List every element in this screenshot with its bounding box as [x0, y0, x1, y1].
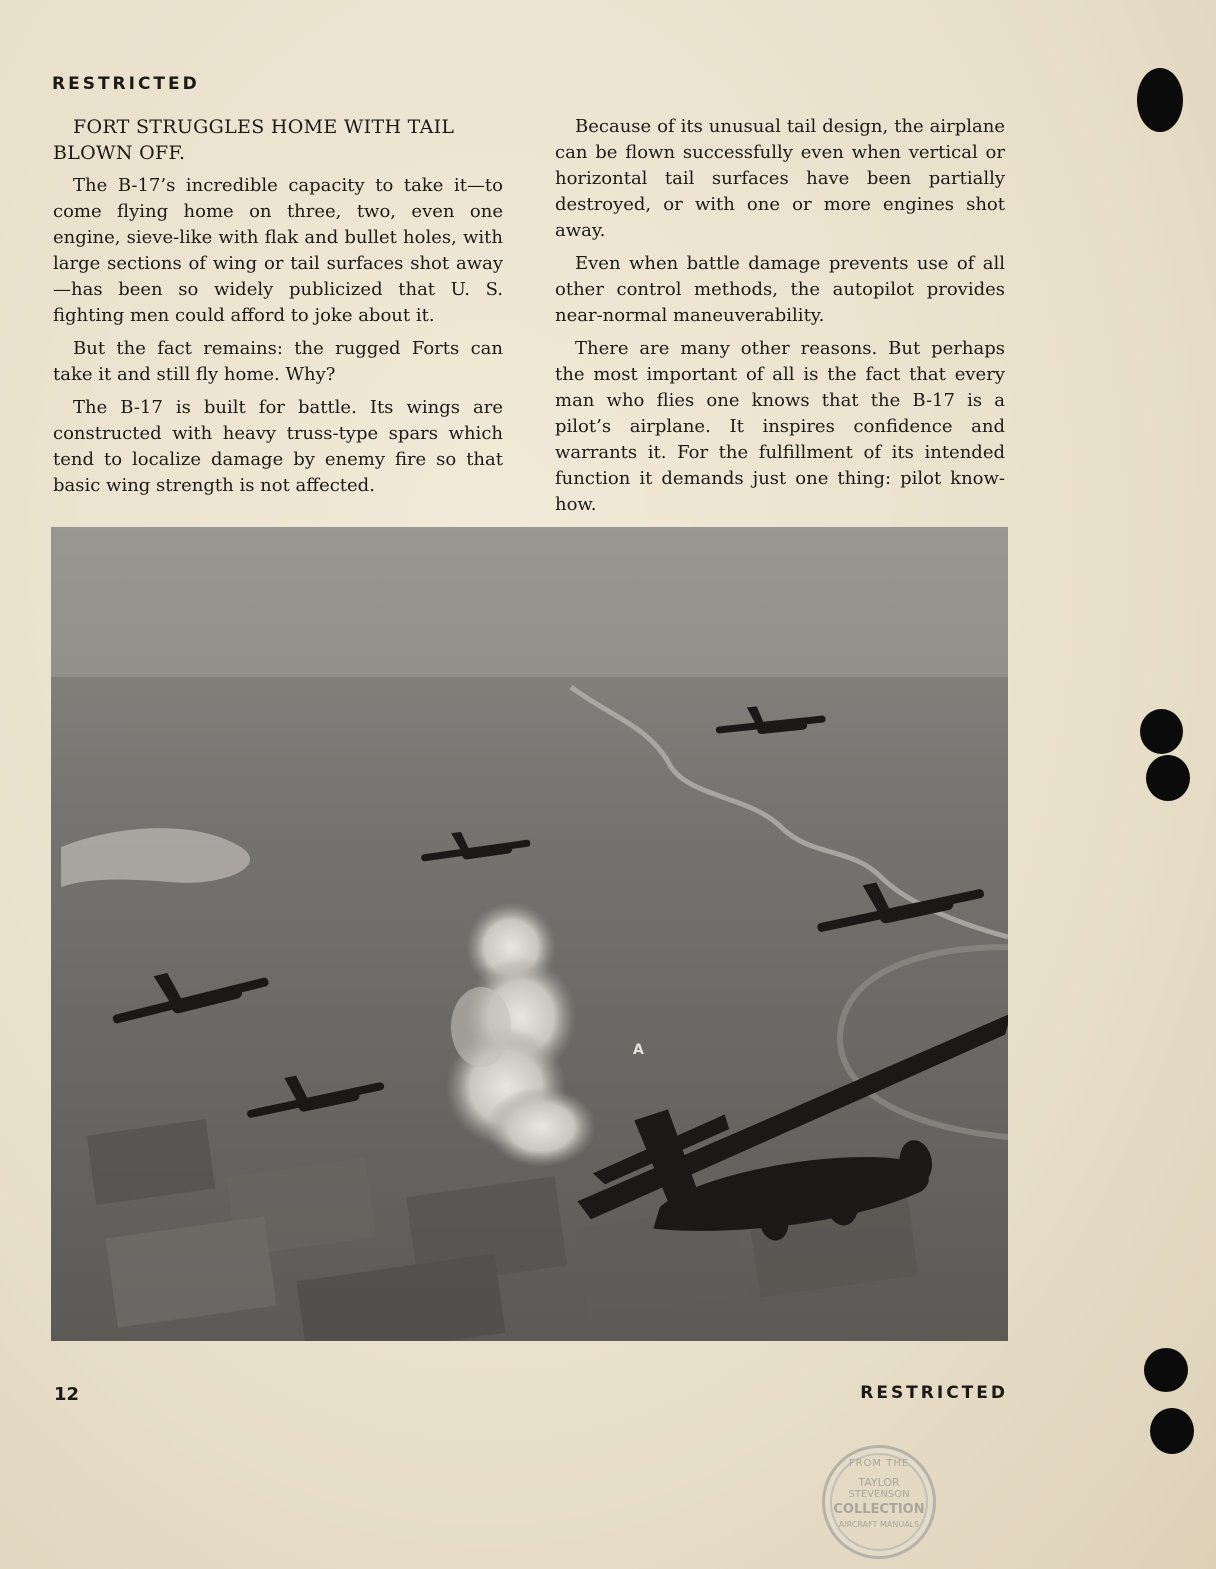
binder-hole [1137, 68, 1183, 132]
stamp-line: STEVENSON [848, 1489, 910, 1500]
left-text-column [53, 114, 503, 506]
binder-hole [1150, 1408, 1194, 1454]
paragraph: There are many other reasons. But perhaps the most important of all is the fact that every man who flies one knows that the B-17 is a pilot’s airplane. It inspires confidence and warrants it. For the fulfillment of its intended function it demands just one thing: pilot know-how. [555, 338, 1005, 515]
collection-stamp [822, 1445, 936, 1559]
footer-restricted-marking: RESTRICTED [860, 1383, 1008, 1403]
binder-hole [1144, 1348, 1188, 1392]
b17-formation-photo [51, 527, 1008, 1341]
article-heading: FORT STRUGGLES HOME WITH TAIL BLOWN OFF. [53, 116, 455, 164]
paragraph: The B-17 is built for battle. Its wings are constructed with heavy truss-type spars which tend to localize damage by enemy fire so that basic wing strength is not affected. [53, 397, 503, 496]
tail-letter: A [633, 1042, 644, 1058]
paragraph: The B-17’s incredible capacity to take it—to come flying home on three, two, even one engine, sieve-like with flak and bullet holes, with large sections of wing or tail surfaces shot away —has been so widely publicized that U. S. fighting men could afford to joke about it. [53, 175, 503, 326]
stamp-line: AIRCRAFT MANUALS [838, 1520, 920, 1529]
binder-hole [1146, 755, 1190, 801]
stamp-line: COLLECTION [833, 1502, 925, 1517]
paragraph: Because of its unusual tail design, the airplane can be flown successfully even when vertical or horizontal tail surfaces have been partially destroyed, or with one or more engines shot away. [555, 116, 1005, 241]
right-text-column [555, 114, 1005, 525]
paragraph: Even when battle damage prevents use of all other control methods, the autopilot provides near-normal maneuverability. [555, 253, 1005, 326]
stamp-top-text: FROM THE [848, 1458, 910, 1469]
stamp-line: TAYLOR [858, 1476, 900, 1489]
header-restricted-marking: RESTRICTED [52, 74, 200, 94]
page-number: 12 [54, 1384, 80, 1405]
binder-hole [1140, 709, 1183, 754]
paragraph: But the fact remains: the rugged Forts can take it and still fly home. Why? [53, 338, 503, 385]
